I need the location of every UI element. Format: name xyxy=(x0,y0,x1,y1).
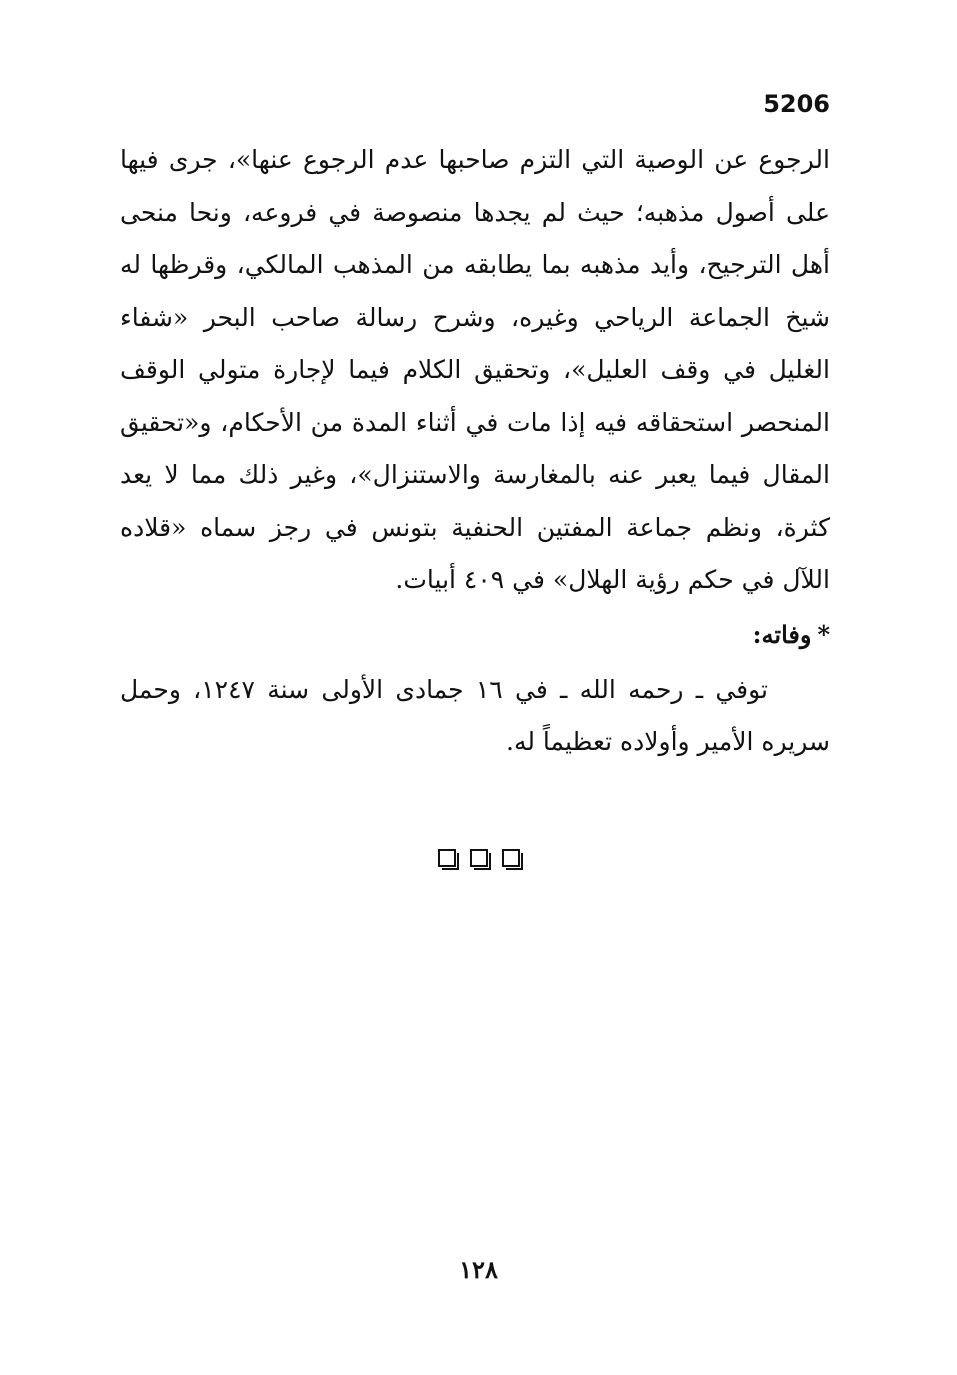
section-heading xyxy=(120,610,830,660)
section-separator xyxy=(0,849,957,871)
page-body xyxy=(120,134,830,769)
separator-box-icon xyxy=(470,849,488,867)
asterisk-icon: * xyxy=(817,619,830,649)
separator-box-icon xyxy=(502,849,520,867)
section-heading-text: وفاته: xyxy=(752,619,812,649)
paragraph-main: الرجوع عن الوصية التي التزم صاحبها عدم الرجوع عنها»، جرى فيها على أصول مذهبه؛ حيث لم يجدها منصوصة في فروعه، ونحا منحى أهل الترجيح، وأيد مذهبه بما يطابقه من المذهب المالكي، وقرظها له شيخ الجماعة الرياحي وغيره، وشرح رسالة صاحب البحر «شفاء الغليل في وقف العليل»، وتحقيق الكلام فيما لإجارة متولي الوقف المنحصر استحقاقه فيه إذا مات في أثناء المدة من الأحكام، و«تحقيق المقال فيما يعبر عنه بالمغارسة والاستنزال»، وغير ذلك مما لا يعد كثرة، ونظم جماعة المفتين الحنفية بتونس في رجز سماه «قلاده اللآل في حكم رؤية الهلال» في ٤٠٩ أبيات. xyxy=(120,145,830,594)
page-number: ١٢٨ xyxy=(459,1255,498,1284)
reference-number: 5206 xyxy=(763,90,830,118)
paragraph-death: توفي ـ رحمه الله ـ في ١٦ جمادى الأولى سنة ١٢٤٧، وحمل سريره الأمير وأولاده تعظيماً له. xyxy=(120,674,830,756)
separator-box-icon xyxy=(438,849,456,867)
